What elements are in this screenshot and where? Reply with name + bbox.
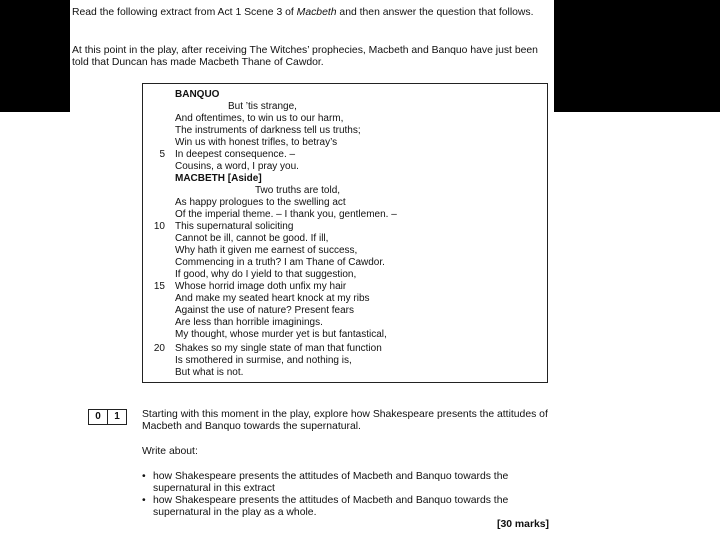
extract-line: And make my seated heart knock at my ribs <box>175 293 370 304</box>
bullet-icon: • <box>142 495 146 506</box>
bullet-text: how Shakespeare presents the attitudes of Macbeth and Banquo towards the supernatural in this extract <box>153 471 509 495</box>
extract-line: If good, why do I yield to that suggestion, <box>175 269 357 280</box>
bullet-text: how Shakespeare presents the attitudes of Macbeth and Banquo towards the supernatural in the play as a whole. <box>153 495 509 519</box>
speaker-macbeth: MACBETH [Aside] <box>175 173 262 184</box>
line-number: 15 <box>153 281 165 292</box>
extract-line: And oftentimes, to win us to our harm, <box>175 113 344 124</box>
write-about-label: Write about: <box>142 446 198 457</box>
extract-line: My thought, whose murder yet is but fantastical, <box>175 329 387 340</box>
extract-line: Why hath it given me earnest of success, <box>175 245 358 256</box>
extract-line: The instruments of darkness tell us truths; <box>175 125 361 136</box>
question-digit: 0 <box>95 411 101 422</box>
bullet-icon: • <box>142 471 146 482</box>
extract-line: Whose horrid image doth unfix my hair <box>175 281 347 292</box>
extract-line: Against the use of nature? Present fears <box>175 305 354 316</box>
question-digit: 1 <box>107 410 126 424</box>
extract-line: In deepest consequence. – <box>175 149 296 160</box>
extract-line: Two truths are told, <box>255 185 341 196</box>
marks-label: [30 marks] <box>497 519 549 530</box>
intro-context: At this point in the play, after receiving The Witches’ prophecies, Macbeth and Banquo have just been told that Duncan has made Macbeth Thane of Cawdor. <box>72 45 538 69</box>
line-number: 20 <box>153 343 165 354</box>
intro-text: Read the following extract from Act 1 Scene 3 of <box>72 7 297 18</box>
extract-line: But what is not. <box>175 367 244 378</box>
extract-line: As happy prologues to the swelling act <box>175 197 346 208</box>
extract-line: Is smothered in surmise, and nothing is, <box>175 355 352 366</box>
speaker-banquo: BANQUO <box>175 89 220 100</box>
intro-text-end: and then answer the question that follows. <box>336 7 534 18</box>
extract-line: Of the imperial theme. – I thank you, gentlemen. – <box>175 209 397 220</box>
extract-line: Shakes so my single state of man that function <box>175 343 382 354</box>
extract-line: Cousins, a word, I pray you. <box>175 161 299 172</box>
extract-line: Win us with honest trifles, to betray’s <box>175 137 338 148</box>
extract-line: Commencing in a truth? I am Thane of Cawdor. <box>175 257 385 268</box>
intro-instruction <box>72 7 552 19</box>
extract-line: Cannot be ill, cannot be good. If ill, <box>175 233 329 244</box>
extract-line: Are less than horrible imaginings. <box>175 317 323 328</box>
play-title: Macbeth <box>296 7 337 18</box>
extract-line: But ’tis strange, <box>228 101 297 112</box>
extract-line: This supernatural soliciting <box>175 221 294 232</box>
question-prompt: Starting with this moment in the play, explore how Shakespeare presents the attitudes of Macbeth and Banquo towards the supernatural. <box>142 409 548 433</box>
question-number-box <box>88 409 127 425</box>
line-number: 10 <box>153 221 165 232</box>
line-number: 5 <box>159 149 165 160</box>
